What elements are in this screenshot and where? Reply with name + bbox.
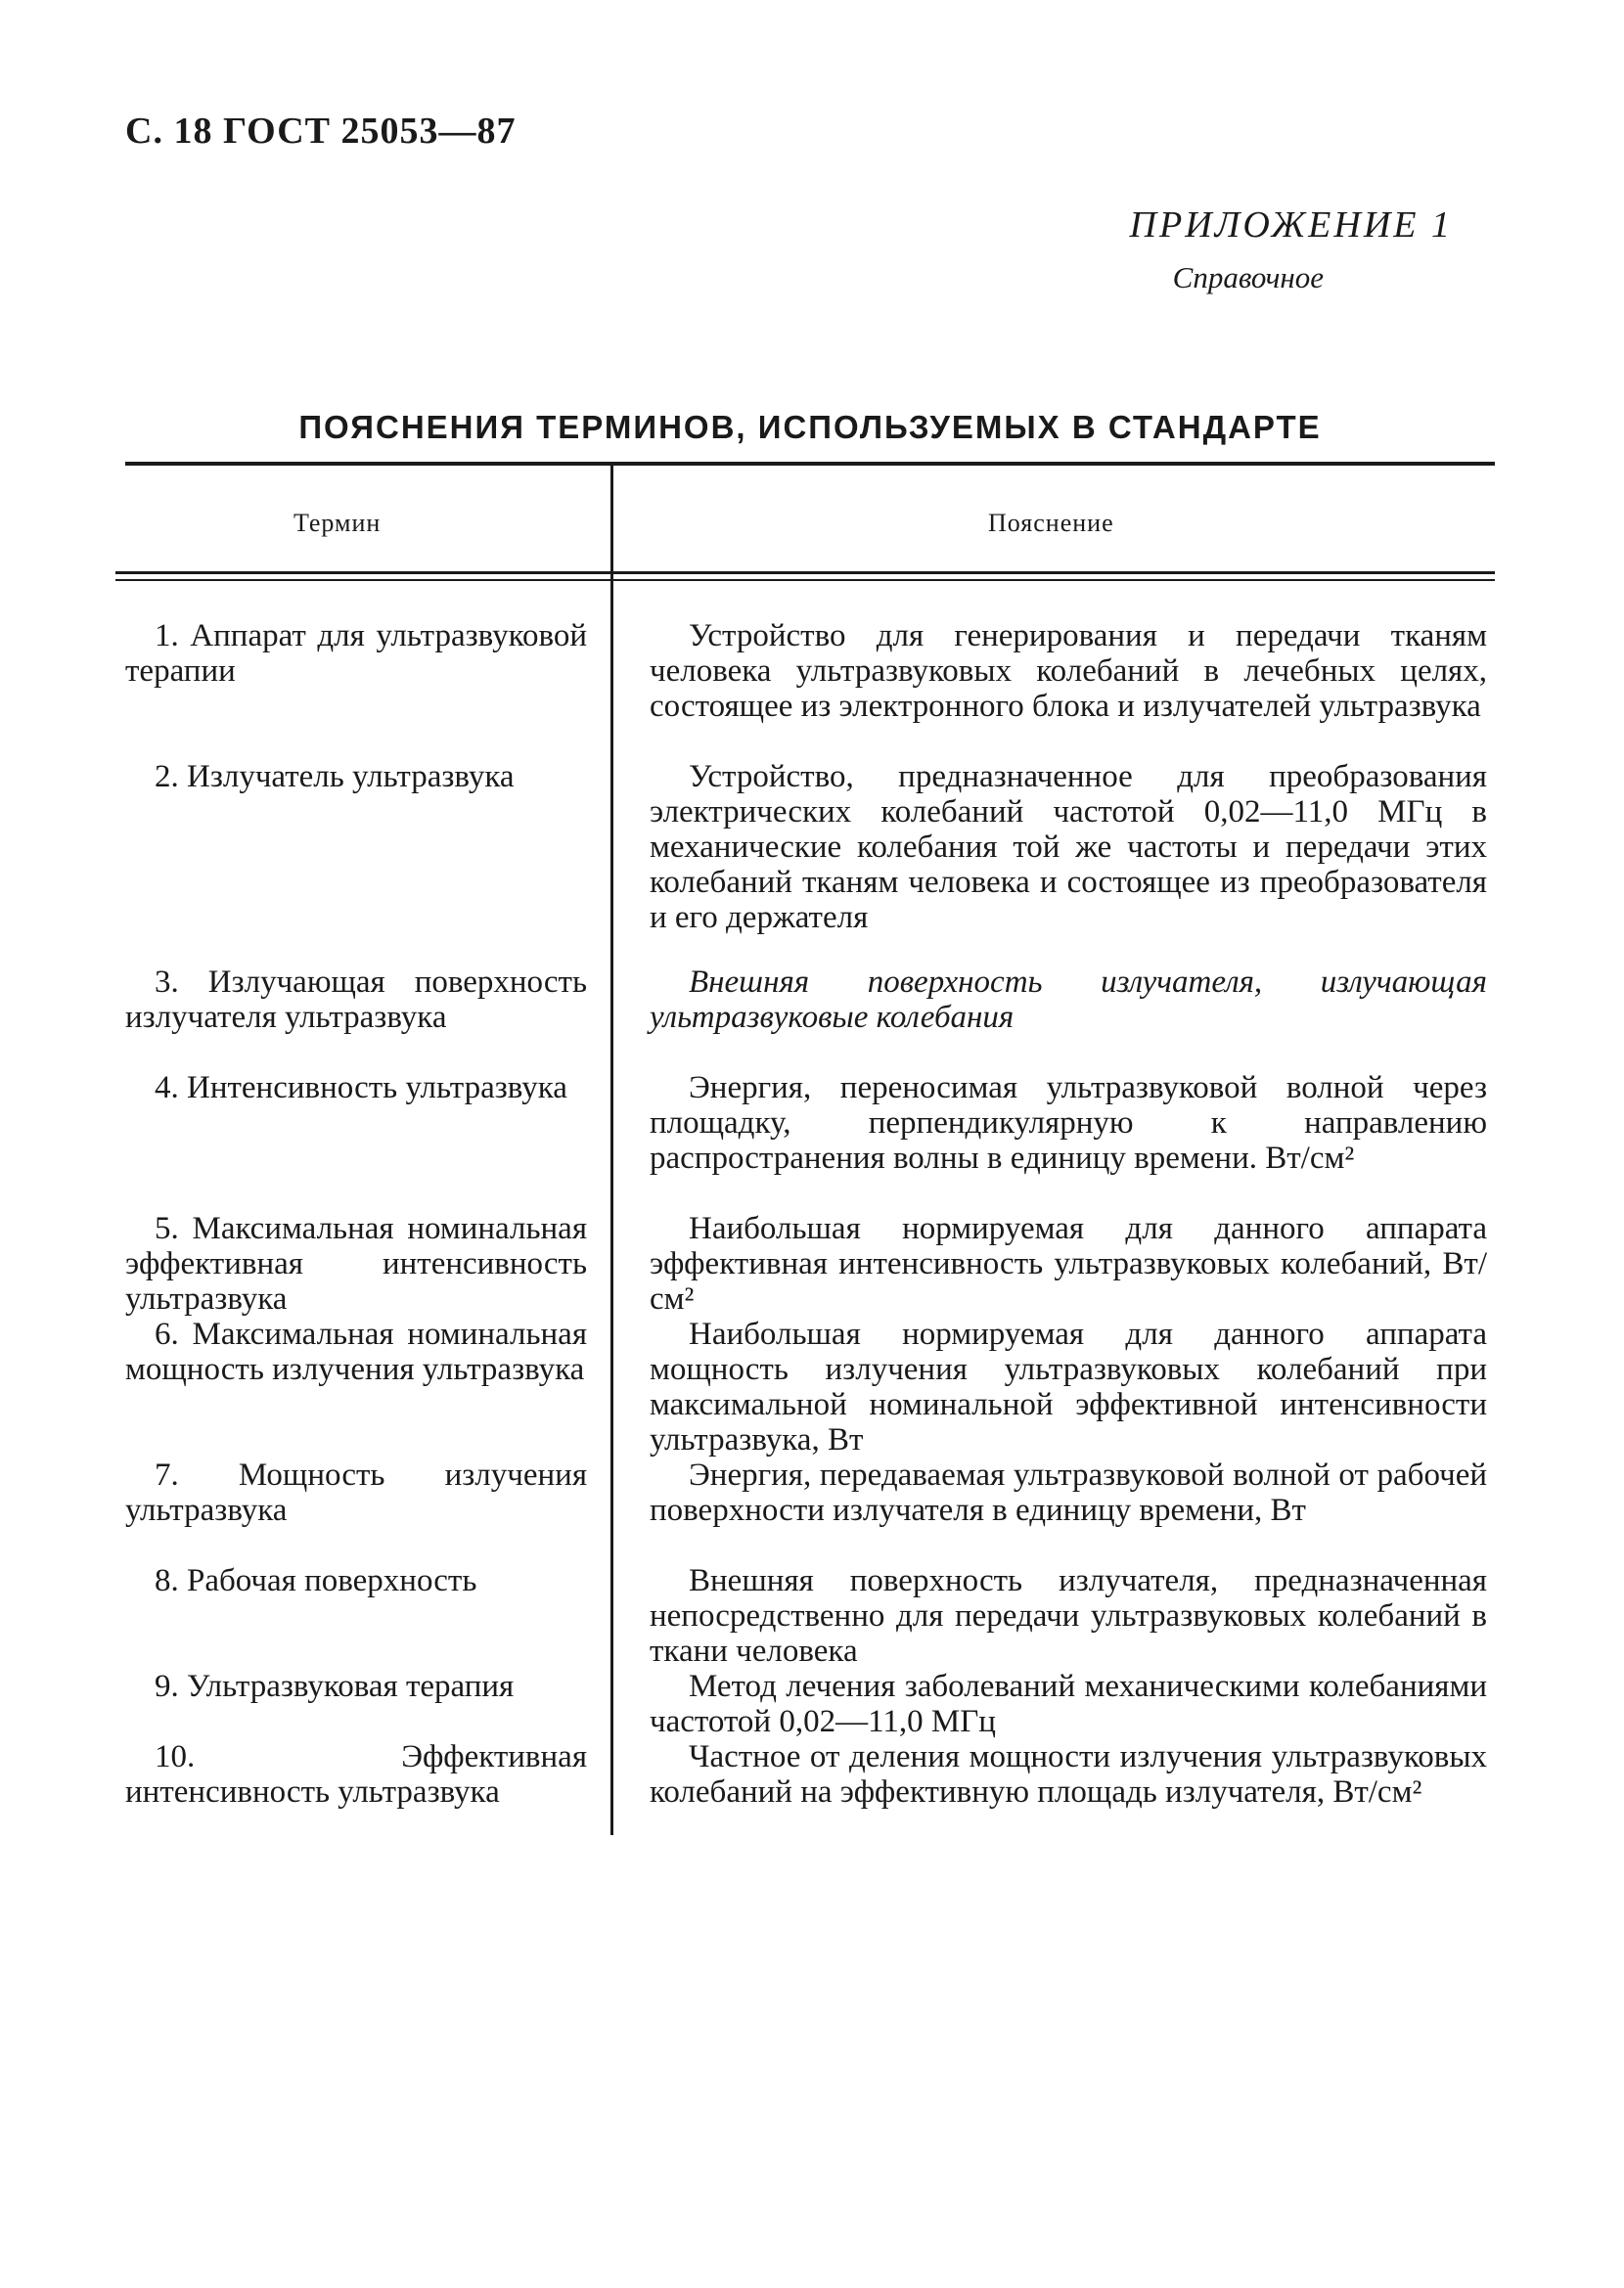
table-row-term-9 — [125, 1669, 587, 1704]
table-top-rule — [125, 462, 1495, 466]
table-row-explanation-3 — [650, 965, 1487, 1035]
table-row-explanation-4 — [650, 1070, 1487, 1176]
table-row-explanation-1 — [650, 618, 1487, 724]
table-row-term-5 — [125, 1211, 587, 1317]
column-header-term: Термин — [293, 509, 382, 537]
explanation-text: Наибольшая нормируемая для данного аппарата эффективная интенсивность ультразвуковых колебаний, Вт/см² — [650, 1211, 1487, 1317]
term-text: 8. Рабочая поверхность — [155, 1563, 477, 1598]
explanation-text: Внешняя поверхность излучателя, излучающая ультразвуковые колебания — [650, 965, 1487, 1035]
table-row-explanation-2 — [650, 759, 1487, 935]
appendix-title: ПРИЛОЖЕНИЕ 1 — [1129, 204, 1453, 246]
header-double-rule-upper — [115, 571, 1495, 574]
term-text: 5. Максимальная номинальная эффективная интенсивность ультразвука — [125, 1211, 587, 1317]
table-row-term-10 — [125, 1739, 587, 1810]
explanation-text: Энергия, передаваемая ультразвуковой волной от рабочей поверхности излучателя в единицу времени, Вт — [650, 1458, 1487, 1528]
appendix-subtitle: Справочное — [1172, 260, 1324, 294]
explanation-text: Внешняя поверхность излучателя, предназначенная непосредственно для передачи ультразвуковых колебаний в ткани человека — [650, 1563, 1487, 1669]
table-row-term-6 — [125, 1317, 587, 1387]
appendix-block — [1130, 203, 1453, 295]
table-row-term-1 — [125, 618, 587, 689]
table-row-term-2 — [125, 759, 587, 794]
term-text: 1. Аппарат для ультразвуковой терапии — [125, 618, 587, 689]
table-row-explanation-9 — [650, 1669, 1487, 1739]
term-text: 6. Максимальная номинальная мощность излучения ультразвука — [125, 1317, 587, 1387]
table-row-term-7 — [125, 1458, 587, 1528]
explanation-text: Наибольшая нормируемая для данного аппарата мощность излучения ультразвуковых колебаний при максимальной номинальной эффективной интенсивности ультразвука, Вт — [650, 1317, 1487, 1458]
table-row-explanation-5 — [650, 1211, 1487, 1317]
column-divider — [610, 466, 613, 1835]
document-title: ПОЯСНЕНИЯ ТЕРМИНОВ, ИСПОЛЬЗУЕМЫХ В СТАНДАРТЕ — [298, 409, 1322, 445]
table-row-term-3 — [125, 965, 587, 1035]
term-text: 9. Ультразвуковая терапия — [155, 1669, 515, 1704]
column-header-explanation: Пояснение — [988, 509, 1114, 537]
table-row-term-4 — [125, 1070, 587, 1105]
table-row-term-8 — [125, 1563, 587, 1598]
explanation-text: Метод лечения заболеваний механическими колебаниями частотой 0,02—11,0 МГц — [650, 1669, 1487, 1739]
page-header: С. 18 ГОСТ 25053—87 — [125, 111, 517, 152]
term-text: 10. Эффективная интенсивность ультразвука — [125, 1739, 587, 1810]
table-row-explanation-6 — [650, 1317, 1487, 1458]
term-text: 2. Излучатель ультразвука — [155, 759, 515, 794]
explanation-text: Энергия, переносимая ультразвуковой волной через площадку, перпендикулярную к направлению распространения волны в единицу времени. Вт/см² — [650, 1070, 1487, 1176]
explanation-text: Устройство для генерирования и передачи тканям человека ультразвуковых колебаний в лечебных целях, состоящее из электронного блока и излучателей ультразвука — [650, 618, 1487, 724]
header-double-rule-lower — [115, 579, 1495, 581]
table-row-explanation-10 — [650, 1739, 1487, 1810]
term-text: 3. Излучающая поверхность излучателя ультразвука — [125, 965, 587, 1035]
explanation-text: Устройство, предназначенное для преобразования электрических колебаний частотой 0,02—11,0 МГц в механические колебания той же частоты и передачи этих колебаний тканям человека и состоящее из преобразователя и его держателя — [650, 759, 1487, 935]
table-row-explanation-7 — [650, 1458, 1487, 1528]
term-text: 7. Мощность излучения ультразвука — [125, 1458, 587, 1528]
table-row-explanation-8 — [650, 1563, 1487, 1669]
explanation-text: Частное от деления мощности излучения ультразвуковых колебаний на эффективную площадь излучателя, Вт/см² — [650, 1739, 1487, 1810]
term-text: 4. Интенсивность ультразвука — [155, 1070, 567, 1105]
